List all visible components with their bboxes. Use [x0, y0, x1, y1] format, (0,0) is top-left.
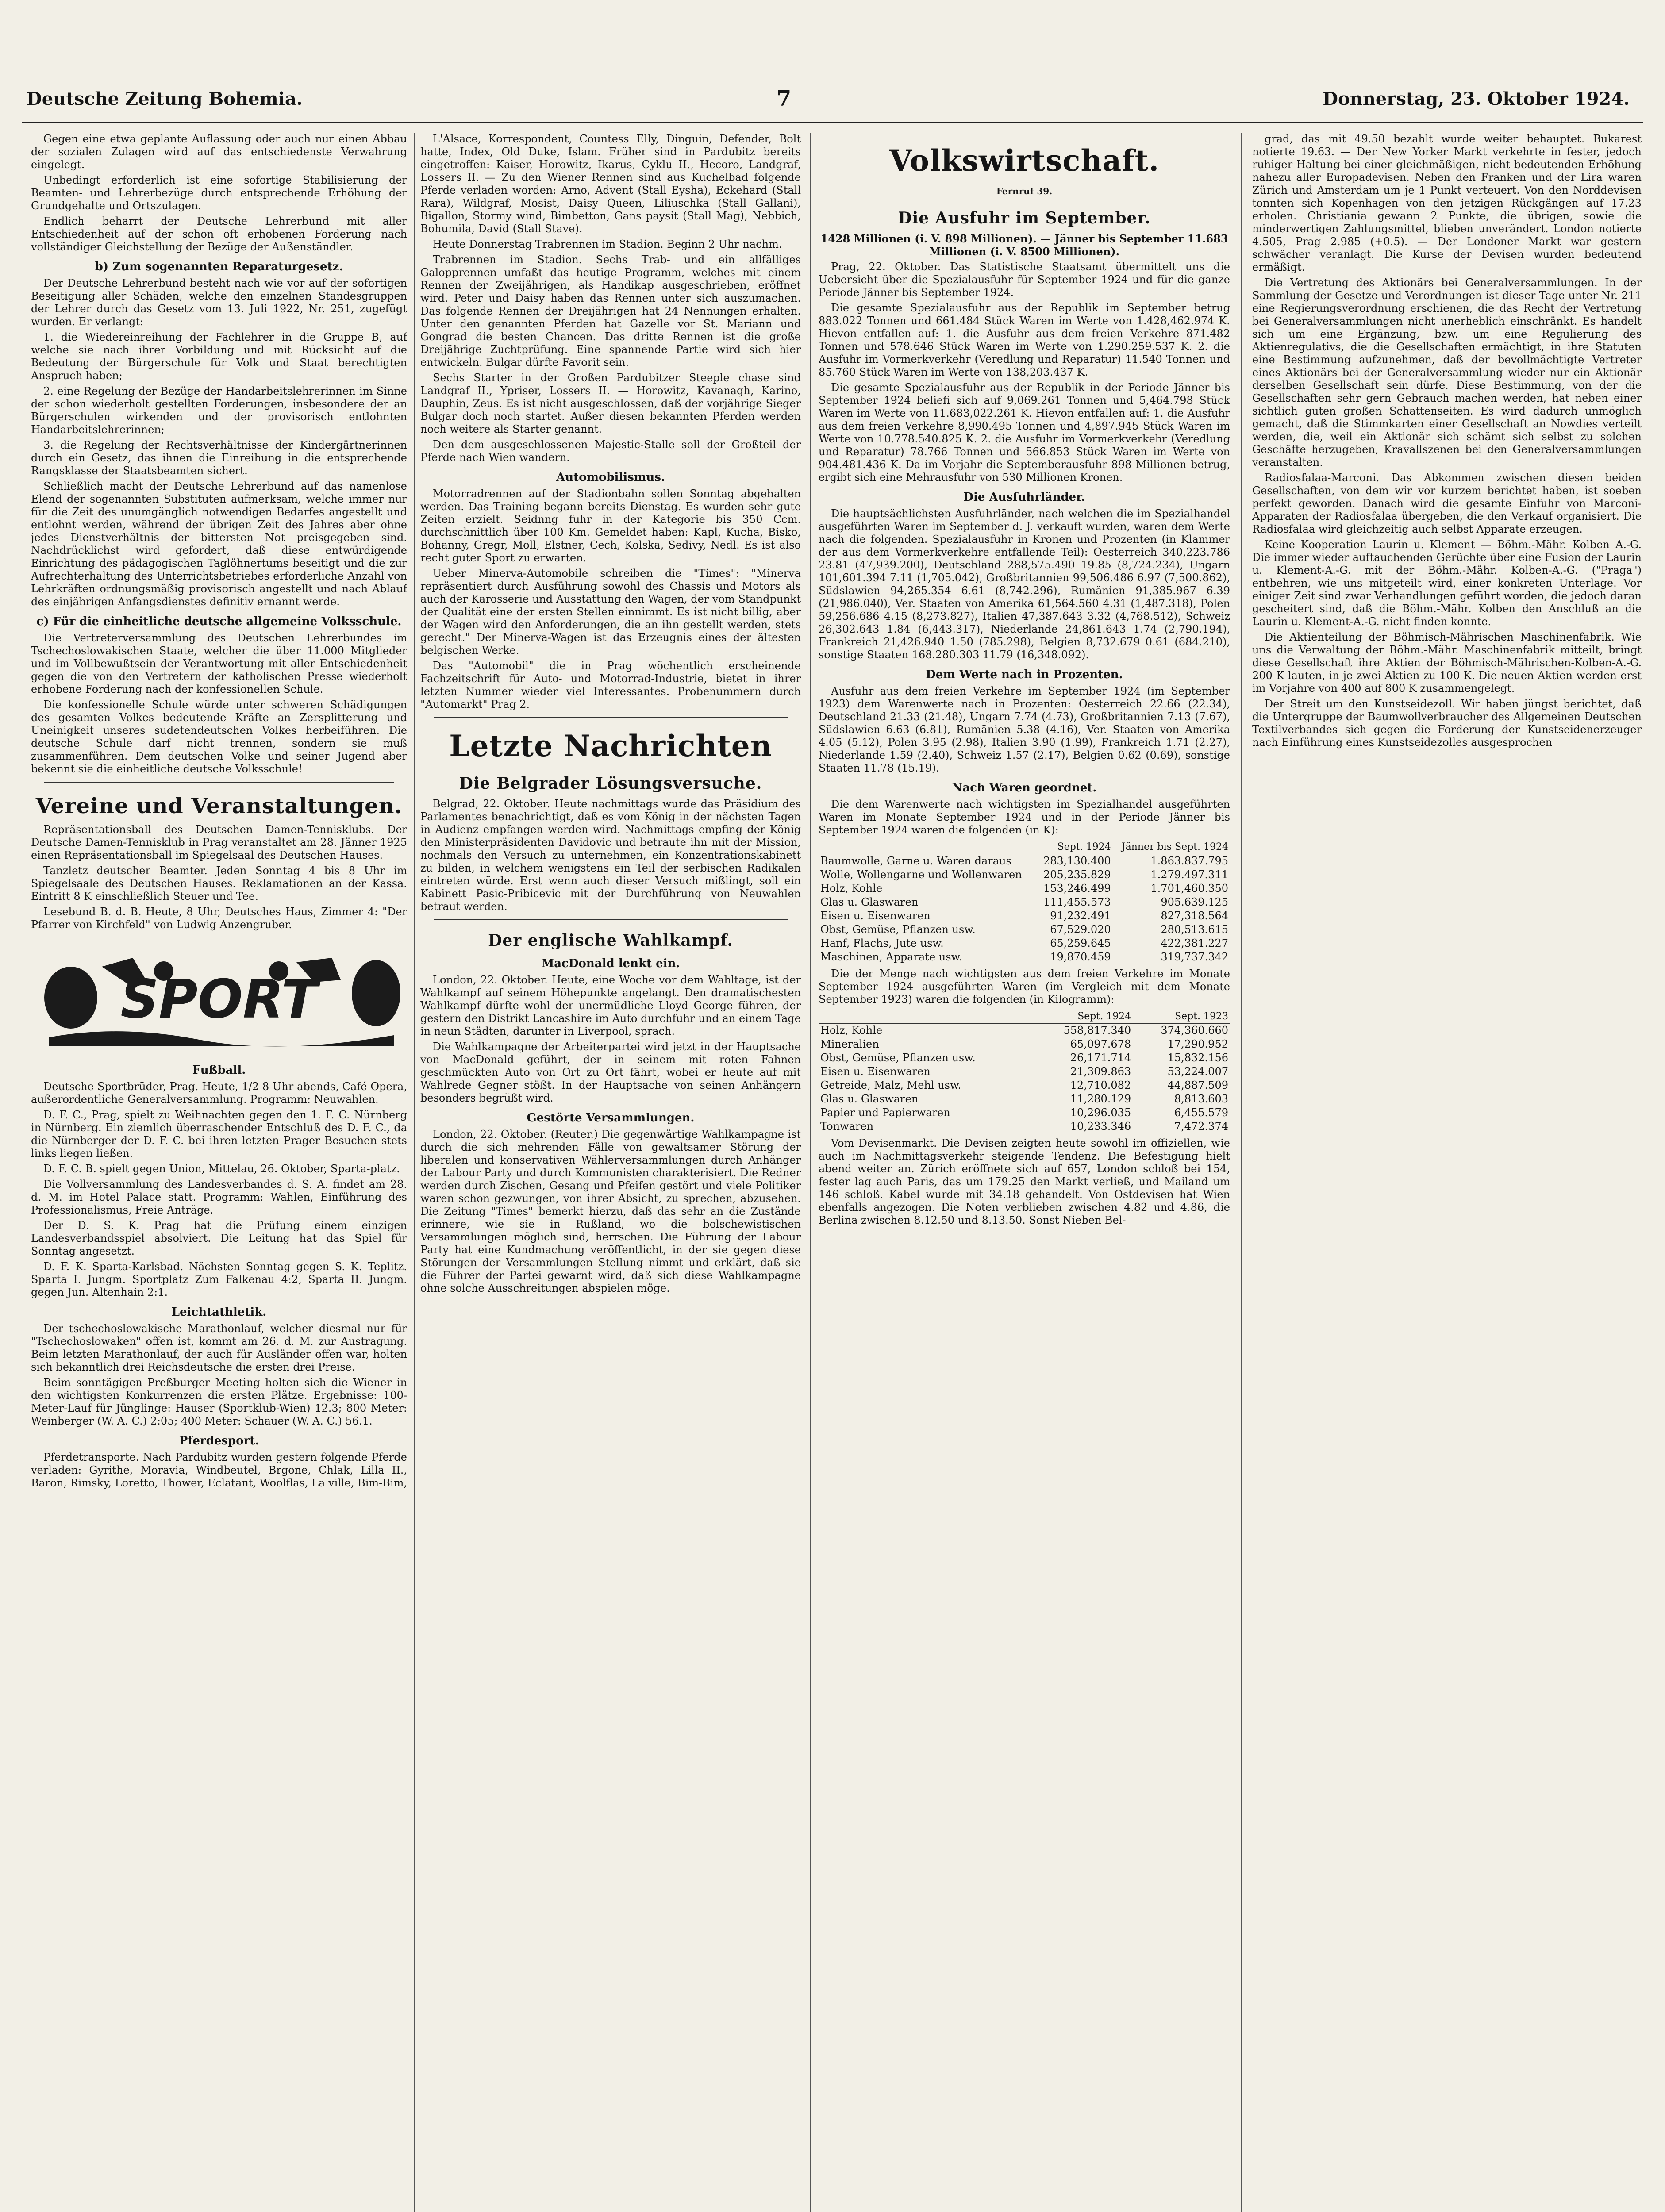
table-cell: 1.701,460.350 — [1150, 882, 1228, 895]
paragraph: Die Vertreterversammlung des Deutschen Lehrerbundes im Tschechoslowakischen Staate, welcher die über 11.000 Mitglieder und im Vollbewußtsein der Verantwortung mit aller Entschiedenheit gegen die von den Vertretern der katholischen Presse wiederholt erhobene Forderung nach der konfessionellen Schule. — [31, 632, 407, 695]
paragraph: Die gesamte Spezialausfuhr aus der Republik in der Periode Jänner bis September 1924 beliefi sich auf 9,069.261 Tonnen und 5,464.798 Stück Waren im Werte von 11.683,022.261 K. Hievon entfallen auf: 1. die Ausfuhr aus dem freien Verkehre 8,990.495 Tonnen und 4,897.945 Stück Waren im Werte von 10.778.540.825 K. 2. die Ausfuhr im Vormerkverkehr (Veredlung und Reparatur) 78.766 Tonnen und 566.853 Stück Waren im Werte von 904.481.436 K. Da im Vorjahr die Septemberausfuhr 898 Millionen betrug, ergibt sich eine Mehrausfuhr von 530 Millionen Kronen. — [819, 381, 1230, 484]
table-cell: 11,280.129 — [1070, 1093, 1131, 1105]
section-heading: Fußball. — [192, 1064, 246, 1077]
header-rule — [22, 122, 1643, 123]
table-row — [819, 1092, 1230, 1106]
table-cell: Mineralien — [820, 1038, 879, 1050]
paragraph: 1. die Wiedereinreihung der Fachlehrer in die Gruppe B, auf welche sie nach ihrer Vorbildung und mit Rücksicht auf die Bedeutung der Bürgerschule für Volk und Staat berechtigten Anspruch haben; — [31, 331, 407, 382]
paragraph: D. F. C. B. spielt gegen Union, Mittelau, 26. Oktober, Sparta-platz. — [43, 1163, 400, 1175]
paragraph: grad, das mit 49.50 bezahlt wurde weiter behauptet. Bukarest notierte 19.63. — Der New Yorker Markt verkehrte in fester, jedoch ruhiger Haltung bei einer gleichmäßigen, nicht bedeutenden Erhöhung nahezu aller Europadevisen. Neben den Franken und der Lira waren Zürich und Amsterdam um je 1 Punkt verteuert. Von den Norddevisen tonnten sich Kopenhagen von den jetzigen Rückgängen auf 17.23 erholen. Christiania gewann 2 Punkte, die übrigen, sowie die minderwertigen Zahlungsmittel, blieben unverändert. London notierte 4.505, Prag 2.985 (+0.5). — Der Londoner Markt war gestern schwächer veranlagt. Die Kurse der Devisen wurden bedeutend ermäßigt. — [1252, 133, 1642, 273]
table-cell: Eisen u. Eisenwaren — [820, 1065, 931, 1078]
paragraph: D. F. K. Sparta-Karlsbad. Nächsten Sonntag gegen S. K. Teplitz. Sparta I. Jungm. Sportplatz Zum Falkenau 4:2, Sparta II. Jungm. gegen Jun. Altenhain 2:1. — [31, 1260, 407, 1298]
table-cell: 422,381.227 — [1161, 937, 1228, 949]
section-heading: Leichtathletik. — [171, 1306, 267, 1319]
paragraph: Die Aktienteilung der Böhmisch-Mährischen Maschinenfabrik. Wie uns die Verwaltung der Böhm.-Mähr. Maschinenfabrik mitteilt, bringt diese Gesellschaft ihre Aktien der Böhmisch-Mährischen-Kolben-A.-G. 200 K lauten, in je zwei Aktien zu 100 K. Die neuen Aktien werden erst im Vorjahre von 400 auf 800 K zusammengelegt. — [1252, 631, 1642, 695]
paragraph: Gegen eine etwa geplante Auflassung oder auch nur einen Abbau der sozialen Zulagen wird auf das entschiedenste Verwahrung eingelegt. — [31, 133, 407, 171]
table-cell: 1.279.497.311 — [1150, 868, 1228, 881]
column-1 — [31, 133, 407, 2212]
table-cell: Eisen u. Eisenwaren — [820, 910, 931, 922]
export-quantity-table — [819, 1010, 1230, 1133]
table-cell: 8,813.603 — [1174, 1093, 1228, 1105]
table-row — [819, 895, 1230, 909]
table-cell: Baumwolle, Garne u. Waren daraus — [820, 855, 1011, 867]
section-heading: c) Für die einheitliche deutsche allgemeine Volksschule. — [36, 615, 402, 628]
table-row — [819, 1120, 1230, 1133]
divider — [434, 717, 788, 718]
paragraph: Das "Automobil" die in Prag wöchentlich erscheinende Fachzeitschrift für Auto- und Motorrad-Industrie, bietet in ihrer letzten Nummer wieder viel Interessantes. Probenummern durch "Automarkt" Prag 2. — [420, 660, 801, 710]
paragraph: Die der Menge nach wichtigsten aus dem freien Verkehre im Monate September 1924 ausgeführten Waren (im Vergleich mit dem Monate September 1923) waren die folgenden (in Kilogramm): — [819, 968, 1230, 1006]
column-3 — [819, 133, 1230, 2212]
table-cell: Holz, Kohle — [820, 882, 883, 895]
column-rule — [1241, 133, 1242, 2212]
table-cell: 19,870.459 — [1050, 951, 1111, 963]
paragraph: Den dem ausgeschlossenen Majestic-Stalle soll der Großteil der Pferde nach Wien wandern. — [420, 438, 801, 464]
paragraph: Die Vollversammlung des Landesverbandes d. S. A. findet am 28. d. M. im Hotel Palace statt. Programm: Wahlen, Einführung des Professionalismus, Freie Anträge. — [31, 1178, 407, 1216]
export-value-table — [819, 840, 1230, 964]
table-cell: 153,246.499 — [1043, 882, 1111, 895]
table-cell: 283,130.400 — [1043, 855, 1111, 867]
paragraph: Die Vertretung des Aktionärs bei Generalversammlungen. In der Sammlung der Gesetze und Verordnungen ist dieser Tage unter Nr. 211 eine Regierungsverordnung erschienen, die das Recht der Vertretung bei Generalversammlungen nicht unerheblich einschränkt. Es handelt sich um eine Ergänzung, bzw. um eine Regulierung des Aktienregulativs, die die Gesellschaften ermächtigt, in ihre Statuten eine Bestimmung aufzunehmen, daß der bevollmächtigte Vertreter eines Aktionärs bei der Generalversammlung wieder nur ein Aktionär derselben Gesellschaft sein dürfe. Diese Bestimmung, von der die Gesellschaften sehr gern Gebrauch machen werden, hat neben einer sichtlich guten großen Schattenseiten. Es wird dadurch unmöglich gemacht, daß die Stimmkarten einer Gesellschaft an Nowdies verteilt werden, die, weil ein Aktionär sich schämt sich selbst zu solchen Geschäfte herzugeben, Kravallszenen bei den Generalversammlungen veranstalten. — [1252, 276, 1642, 469]
paragraph: Tanzletz deutscher Beamter. Jeden Sonntag 4 bis 8 Uhr im Spiegelsaale des Deutschen Hauses. Reklamationen an der Kassa. Eintritt 8 K einschließlich Steuer und Tee. — [31, 864, 407, 902]
table-row — [819, 854, 1230, 868]
table-cell: 26,171.714 — [1070, 1052, 1131, 1064]
section-heading: Die Ausfuhrländer. — [963, 491, 1085, 504]
table-cell: 53,224.007 — [1167, 1065, 1228, 1078]
table-header-cell — [819, 1010, 1035, 1024]
paragraph: Lesebund B. d. B. Heute, 8 Uhr, Deutsches Haus, Zimmer 4: "Der Pfarrer von Kirchfeld" von Ludwig Anzengruber. — [31, 906, 407, 931]
table-cell: Obst, Gemüse, Pflanzen usw. — [820, 1052, 976, 1064]
paragraph: Ausfuhr aus dem freien Verkehre im September 1924 (im September 1923) dem Warenwerte nach in Prozenten: Oesterreich 22.66 (22.34), Deutschland 21.33 (21.48), Ungarn 7.74 (4.73), Großbritannien 7.13 (7.67), Südslawien 6.63 (6.81), Rumänien 5.38 (4.16), Ver. Staaten von Amerika 4.05 (5.12), Polen 3.95 (2.98), Italien 3.90 (1.99), Frankreich 1.71 (2.27), Niederlande 1.59 (2.40), Schweiz 1.57 (2.17), Belgien 0.62 (0.69), sonstige Staaten 11.78 (15.19). — [819, 685, 1230, 774]
article-headline: Der englische Wahlkampf. — [488, 931, 733, 950]
paragraph: Unbedingt erforderlich ist eine sofortige Stabilisierung der Beamten- und Lehrerbezüge durch entsprechende Erhöhung der Grundgehalte und Ortszulagen. — [31, 174, 407, 212]
table-row — [819, 1079, 1230, 1092]
table-row — [819, 868, 1230, 882]
paragraph: Die hauptsächlichsten Ausfuhrländer, nach welchen die im Spezialhandel ausgeführten Waren im September d. J. verkauft wurden, waren dem Werte nach die folgenden. Spezialausfuhr in Kronen und Prozenten (in Klammer der aus dem Vormerkverkehre entfallende Teil): Oesterreich 340,223.786 23.81 (47,939.200), Deutschland 288,575.490 19.85 (8,724.234), Ungarn 101,601.394 7.11 (1,705.042), Großbritannien 99,506.486 6.97 (7,500.862), Südslawien 94,265.354 6.61 (8,742.296), Rumänien 91,385.967 6.39 (21,986.040), Ver. Staaten von Amerika 61,564.560 4.31 (1,487.318), Polen 59,256.686 4.15 (8,273.827), Italien 47,387.643 3.32 (4,768.512), Schweiz 26,302.643 1.84 (6,443.317), Niederlande 24,861.643 1.74 (2,790.194), Frankreich 21,426.940 1.50 (785.298), Belgien 8,732.679 0.61 (684.210), sonstige Staaten 168.280.303 11.79 (16,348.092). — [819, 507, 1230, 661]
table-cell: 67,529.020 — [1050, 923, 1111, 936]
table-cell: 15,832.156 — [1167, 1052, 1228, 1064]
divider — [434, 919, 788, 920]
paragraph: Der Streit um den Kunstseidezoll. Wir haben jüngst berichtet, daß die Untergruppe der Baumwollverbraucher des Allgemeinen Deutschen Textilverbandes sich gegen die Forderung der Kunstseidenerzeuger nach Einführung eines Kunstseidezolles ausgesprochen — [1252, 698, 1642, 749]
section-title-letzte-nachrichten: Letzte Nachrichten — [449, 729, 772, 763]
table-cell: Tonwaren — [820, 1120, 874, 1133]
paragraph: Vom Devisenmarkt. Die Devisen zeigten heute sowohl im offiziellen, wie auch im Nachmittagsverkehr steigende Tendenz. Die Befestigung hielt abend weiter an. Zürich eröffnete sich auf 657, London schloß bei 154, fester lag auch Paris, das um 179.25 den Markt verließ, und Mailand um 146 schloß. Kabel wurde mit 34.18 gehandelt. Von Ostdevisen hat Wien ebenfalls angezogen. Die Noten verblieben zwischen 4.82 und 4.86, die Berlina zwischen 8.12.50 und 8.13.50. Sonst Nieben Bel- — [819, 1137, 1230, 1226]
table-cell: Getreide, Malz, Mehl usw. — [820, 1079, 961, 1091]
table-cell: 44,887.509 — [1167, 1079, 1228, 1091]
column-4 — [1252, 133, 1642, 2212]
table-cell: 374,360.660 — [1161, 1024, 1228, 1037]
paragraph: 2. eine Regelung der Bezüge der Handarbeitslehrerinnen im Sinne der schon wiederholt gestellten Forderungen, insbesondere der an Bürgerschulen wirkenden und der provisorisch entlohnten Handarbeitslehrerinnen; — [31, 385, 407, 436]
table-row — [819, 937, 1230, 950]
table-cell: Hanf, Flachs, Jute usw. — [820, 937, 944, 949]
page-number: 7 — [777, 86, 792, 111]
column-rule — [810, 133, 811, 2212]
article-headline: Die Ausfuhr im September. — [898, 209, 1151, 227]
table-cell: 6,455.579 — [1174, 1106, 1228, 1119]
table-cell: 205,235.829 — [1043, 868, 1111, 881]
table-cell: 1.863.837.795 — [1150, 855, 1228, 867]
paragraph: Radiosfalaa-Marconi. Das Abkommen zwischen diesen beiden Gesellschaften, von dem wir vor kurzem berichtet haben, ist soeben perfekt geworden. Danach wird die gesamte Einfuhr von Marconi-Apparaten der Radiosfalaa übergeben, die den Verkauf organisiert. Die Radiosfalaa wird gleichzeitig auch selbst Apparate erzeugen. — [1252, 472, 1642, 535]
paragraph: London, 22. Oktober. Heute, eine Woche vor dem Wahltage, ist der Wahlkampf auf seinem Höhepunkte angelangt. Den dramatischesten Wahlkampf dürfte wohl der unermüdliche Lloyd George führen, der gestern den Distrikt Lancashire im Auto durchfuhr und an einem Tage in neun Städten, darunter in Liverpool, sprach. — [420, 974, 801, 1037]
table-cell: Holz, Kohle — [820, 1024, 883, 1037]
paragraph: D. F. C., Prag, spielt zu Weihnachten gegen den 1. F. C. Nürnberg in Nürnberg. Ein ziemlich überraschender Entschluß des D. F. C., da die Nürnberger der D. F. C. bei ihren letzten Prager Besuchen stets links liegen ließen. — [31, 1109, 407, 1160]
table-cell: Obst, Gemüse, Pflanzen usw. — [820, 923, 976, 936]
table-row — [819, 1024, 1230, 1038]
table-cell: 65,259.645 — [1050, 937, 1111, 949]
article-subheadline: MacDonald lenkt ein. — [541, 957, 680, 970]
column-rule — [414, 133, 415, 2212]
paragraph: Schließlich macht der Deutsche Lehrerbund auf das namenlose Elend der sogenannten Substituten aufmerksam, welche immer nur für die Zeit des unumgänglich notwendigen Bedarfes angestellt und entlohnt werden, während der übrigen Zeit des Jahres aber ohne jedes Dienstverhältnis der bittersten Not preisgegeben sind. Nachdrücklichst wird gefordert, daß diese entwürdigende Einrichtung des pädagogischen Taglöhnertums beseitigt und die zur Aufrechterhaltung des Unterrichtsbetriebes erforderliche Anzahl von Lehrkräften ordnungsmäßig provisorisch angestellt und nach Ablauf des einjährigen Anfangsdienstes definitiv ernannt werde. — [31, 480, 407, 608]
table-row — [819, 1065, 1230, 1079]
paragraph: Die gesamte Spezialausfuhr aus der Republik im September betrug 883.022 Tonnen und 661.484 Stück Waren im Werte von 1.428,462.974 K. Hievon entfallen auf: 1. die Ausfuhr aus dem freien Verkehre 871.482 Tonnen und 578.646 Stück Waren im Werte von 1.290.259.537 K. 2. die Ausfuhr im Vormerkverkehr (Veredlung und Reparatur) 11.540 Tonnen und 85.760 Stück Waren im Werte von 138,203.437 K. — [819, 302, 1230, 378]
table-header-cell: Sept. 1924 — [1037, 840, 1113, 854]
table-cell: 280,513.615 — [1161, 923, 1228, 936]
paragraph: Heute Donnerstag Trabrennen im Stadion. Beginn 2 Uhr nachm. — [433, 238, 782, 250]
table-cell: Papier und Papierwaren — [820, 1106, 950, 1119]
table-row — [819, 1051, 1230, 1065]
header-title: Deutsche Zeitung Bohemia. — [27, 88, 303, 109]
table-cell: Glas u. Glaswaren — [820, 1093, 919, 1105]
page-header — [0, 0, 1665, 133]
table-header-row — [819, 1010, 1230, 1024]
table-row — [819, 909, 1230, 923]
section-heading: Automobilismus. — [556, 471, 665, 484]
paragraph: Motorradrennen auf der Stadionbahn sollen Sonntag abgehalten werden. Das Training begann bereits Dienstag. Es wurden sehr gute Zeiten erzielt. Seidnng fuhr in der Kategorie bis 350 Ccm. durchschnittlich über 100 Km. Gemeldet haben: Kapl, Kucha, Bisko, Bohanny, Gregr, Moll, Elstner, Cech, Kolska, Sedivy, Nedl. Es ist also recht guter Sport zu erwarten. — [420, 488, 801, 564]
table-cell: 21,309.863 — [1070, 1065, 1131, 1078]
paragraph: Die Wahlkampagne der Arbeiterpartei wird jetzt in der Hauptsache von MacDonald geführt, der in seinem mit roten Fahnen geschmückten Auto von Ort zu Ort fährt, wobei er heute auf mit Wahlrede Gegner stößt. In der Hauptsache von seinen Anhängern besonders begrüßt wird. — [420, 1041, 801, 1104]
table-header-cell: Sept. 1923 — [1133, 1010, 1230, 1024]
table-row — [819, 882, 1230, 895]
section-title-volkswirtschaft: Volkswirtschaft. — [889, 143, 1160, 178]
article-headline: Die Belgrader Lösungsversuche. — [459, 774, 762, 793]
paragraph: Der Deutsche Lehrerbund besteht nach wie vor auf der sofortigen Beseitigung aller Schäden, welche den einzelnen Standesgruppen der Lehrer durch das Gesetz vom 13. Juli 1922, Nr. 251, zugefügt wurden. Er verlangt: — [31, 277, 407, 328]
table-cell: 91,232.491 — [1050, 910, 1111, 922]
table-cell: 10,296.035 — [1070, 1106, 1131, 1119]
section-heading: Gestörte Versammlungen. — [527, 1111, 695, 1125]
paragraph: Ueber Minerva-Automobile schreiben die "Times": "Minerva repräsentiert durch Ausführung sowohl des Chassis und Motors als auch der Karosserie und Ausstattung den Wagen, der vom Standpunkt der Qualität eine der ersten Stellen einnimmt. Es ist nicht billig, aber der Wagen wird den Anforderungen, die an ihn gestellt werden, stets gerecht." Der Minerva-Wagen ist das Erzeugnis eines der ältesten belgischen Werke. — [420, 567, 801, 657]
column-2 — [420, 133, 801, 2212]
table-header-cell: Sept. 1924 — [1035, 1010, 1133, 1024]
sport-logo — [31, 940, 407, 1055]
section-heading: Nach Waren geordnet. — [952, 781, 1097, 795]
paragraph: Sechs Starter in der Großen Pardubitzer Steeple chase sind Landgraf II., Ypriser, Lossers II. — Horowitz, Kavanagh, Karino, Dauphin, Zeus. Es ist nicht ausgeschlossen, daß der vorjährige Sieger Bulgar doch noch startet. Außer diesen bekannten Pferden werden noch weitere als Starter genannt. — [420, 372, 801, 435]
table-cell: 7,472.374 — [1174, 1120, 1228, 1133]
table-cell: 827,318.564 — [1161, 910, 1228, 922]
table-header-row — [819, 840, 1230, 854]
table-cell: 111,455.573 — [1043, 896, 1111, 908]
paragraph: Der D. S. K. Prag hat die Prüfung einem einzigen Landesverbandsspiel absolviert. Die Leitung hat das Spiel für Sonntag angesetzt. — [31, 1219, 407, 1257]
paragraph: Die dem Warenwerte nach wichtigsten im Spezialhandel ausgeführten Waren im Monate September 1924 und in der Periode Jänner bis September 1924 waren die folgenden (in K): — [819, 798, 1230, 836]
section-heading: Pferdesport. — [179, 1434, 259, 1448]
table-row — [819, 950, 1230, 964]
table-cell: 10,233.346 — [1070, 1120, 1131, 1133]
sport-logo-text: SPORT — [120, 969, 318, 1030]
paragraph: L'Alsace, Korrespondent, Countess Elly, Dinguin, Defender, Bolt hatte, Index, Old Duke, Islam. Früher sind in Pardubitz bereits eingetroffen: Kaiser, Horowitz, Ikarus, Cyklu II., Hecoro, Landgraf, Lossers II. — Zu den Wiener Rennen sind aus Kuchelbad folgende Pferde verladen worden: Arno, Advent (Stall Eysha), Eckehard (Stall Rara), Wildgraf, Mosist, Daisy Queen, Liliuschka (Stall Gallani), Bigallon, Stormy wind, Bimbetton, Gans paysit (Stall Mag), Nebbich, Bohumila, David (Stall Stave). — [420, 133, 801, 235]
section-heading: b) Zum sogenannten Reparaturgesetz. — [95, 260, 343, 273]
paragraph: London, 22. Oktober. (Reuter.) Die gegenwärtige Wahlkampagne ist durch die sich mehrenden Fälle von gewaltsamer Störung der liberalen und konservativen Wählerversammlungen durch Anhänger der Labour Party und durch Kommunisten charakterisiert. Die Redner werden durch Zischen, Gesang und Pfeifen gestört und viele Politiker waren schon gezwungen, von ihrer Absicht, zu sprechen, abzusehen. Die Zeitung "Times" bemerkt hierzu, daß das sehr an die Zustände erinnere, wie sie in Rußland, wo die bolschewistischen Versammlungen möglich sind, herrschen. Die Führung der Labour Party hat eine Kundmachung veröffentlicht, in der sie gegen diese Störungen der Versammlungen Stellung nimmt und erklärt, daß sie die Führer der Partei gewarnt wird, daß sich diese Wahlkampagne ohne solche Ausschreitungen abspielen möge. — [420, 1128, 801, 1294]
paragraph: Prag, 22. Oktober. Das Statistische Staatsamt übermittelt uns die Uebersicht über die Spezialausfuhr für September 1924 und für die ganze Periode Jänner bis September 1924. — [819, 261, 1230, 299]
divider — [44, 782, 394, 783]
paragraph: Die konfessionelle Schule würde unter schweren Schädigungen des gesamten Volkes bedeutende Kräfte an Zersplitterung und Uneinigkeit unseres sudetendeutschen Volkes herbeiführen. Die deutsche Schule darf nicht trennen, sondern sie muß zusammenführen. Dem deutschen Volke und seiner Jugend aber bekennt sie die einheitliche deutsche Volksschule! — [31, 699, 407, 775]
table-cell: 905.639.125 — [1161, 896, 1228, 908]
table-header-cell — [819, 840, 1037, 854]
lead: 1428 Millionen (i. V. 898 Millionen). — Jänner bis September 11.683 Millionen (i. V. 8500 Millionen). — [820, 232, 1228, 258]
table-row — [819, 1106, 1230, 1120]
paragraph: Deutsche Sportbrüder, Prag. Heute, 1/2 8 Uhr abends, Café Opera, außerordentliche Generalversammlung. Programm: Neuwahlen. — [31, 1080, 407, 1106]
paragraph: Trabrennen im Stadion. Sechs Trab- und ein allfälliges Galopprennen umfaßt das heutige Programm, welches mit einem Rennen der Zweijährigen, als Handikap ausgeschrieben, eröffnet wird. Peter und Daisy haben das Rennen unter sich auszumachen. Das folgende Rennen der Dreijährigen hat 24 Nennungen erhalten. Unter den genannten Pferden hat Gazelle vor St. Mariann und Gongrad die besten Chancen. Das dritte Rennen ist die große Dreijährige Zuchtprüfung. Eine spannende Partie wird sich hier entwickeln. Bulgar dürfte Favorit sein. — [420, 253, 801, 369]
sport-illustration — [31, 940, 407, 1055]
paragraph: Beim sonntägigen Preßburger Meeting holten sich die Wiener in den wichtigsten Konkurrenzen die ersten Plätze. Ergebnisse: 100-Meter-Lauf für Jünglinge: Hauser (Sportklub-Wien) 12.3; 800 Meter: Weinberger (W. A. C.) 2:05; 400 Meter: Schauer (W. A. C.) 56.1. — [31, 1376, 407, 1427]
table-row — [819, 923, 1230, 937]
paragraph: Der tschechoslowakische Marathonlauf, welcher diesmal nur für "Tschechoslowaken" offen ist, kommt am 26. d. M. zur Austragung. Beim letzten Marathonlauf, der auch für Ausländer offen war, holten sich bekanntlich drei Reichsdeutsche die ersten drei Preise. — [31, 1322, 407, 1373]
paragraph: Repräsentationsball des Deutschen Damen-Tennisklubs. Der Deutsche Damen-Tennisklub in Prag veranstaltet am 28. Jänner 1925 einen Repräsentationsball im Spiegelsaal des Deutschen Hauses. — [31, 823, 407, 861]
paragraph: Keine Kooperation Laurin u. Klement — Böhm.-Mähr. Kolben A.-G. Die immer wieder auftauchenden Gerüchte über eine Fusion der Laurin u. Klement-A.-G. mit der Böhm.-Mähr. Kolben-A.-G. ("Praga") entbehren, wie uns mitgeteilt wird, einer konkreten Unterlage. Vor einiger Zeit sind zwar Verhandlungen geführt worden, die jedoch daran gescheitert sind, daß die Böhm.-Mähr. Kolben den Anschluß an die Laurin u. Klement-A.-G. nicht finden konnte. — [1252, 538, 1642, 628]
table-cell: Wolle, Wollengarne und Wollenwaren — [820, 868, 1022, 881]
table-cell: 17,290.952 — [1167, 1038, 1228, 1050]
section-title-vereine: Vereine und Veranstaltungen. — [35, 794, 403, 818]
paragraph: 3. die Regelung der Rechtsverhältnisse der Kindergärtnerinnen durch ein Gesetz, das ihnen die Einreihung in die entsprechende Rangsklasse der Staatsbeamten sichert. — [31, 439, 407, 477]
phone-line: Fernruf 39. — [996, 186, 1053, 196]
table-row — [819, 1037, 1230, 1051]
paragraph: Pferdetransporte. Nach Pardubitz wurden gestern folgende Pferde verladen: Gyrithe, Moravia, Windbeutel, Brgone, Chlak, Lilla II., Baron, Rimsky, Loretto, Thower, Eclatant, Woolflas, La ville, Bim-Bim, — [31, 1451, 407, 1489]
table-cell: 319,737.342 — [1161, 951, 1228, 963]
table-cell: 12,710.082 — [1070, 1079, 1131, 1091]
section-heading: Dem Werte nach in Prozenten. — [926, 668, 1123, 681]
table-cell: 65,097.678 — [1070, 1038, 1131, 1050]
header-date: Donnerstag, 23. Oktober 1924. — [1323, 88, 1630, 109]
table-cell: 558,817.340 — [1063, 1024, 1131, 1037]
table-header-cell: Jänner bis Sept. 1924 — [1113, 840, 1230, 854]
paragraph: Endlich beharrt der Deutsche Lehrerbund mit aller Entschiedenheit auf der schon oft erhobenen Forderung nach vollständiger Gleichstellung der Bezüge der Außenständler. — [31, 215, 407, 253]
paragraph: Belgrad, 22. Oktober. Heute nachmittags wurde das Präsidium des Parlamentes benachrichtigt, daß es vom König in der nächsten Tagen in Audienz empfangen werden wird. Nachmittags empfing der König den Ministerpräsidenten Davidovic und betraute ihn mit der Mission, nochmals den Versuch zu unternehmen, ein Konzentrationskabinett zu bilden, in welchem wenigstens ein Teil der serbischen Radikalen eintreten würde. Erst wenn auch dieser Versuch mißlingt, soll ein Kabinett Pasic-Pribicevic mit der Durchführung von Neuwahlen betraut werden. — [420, 798, 801, 913]
table-cell: Glas u. Glaswaren — [820, 896, 919, 908]
table-cell: Maschinen, Apparate usw. — [820, 951, 962, 963]
